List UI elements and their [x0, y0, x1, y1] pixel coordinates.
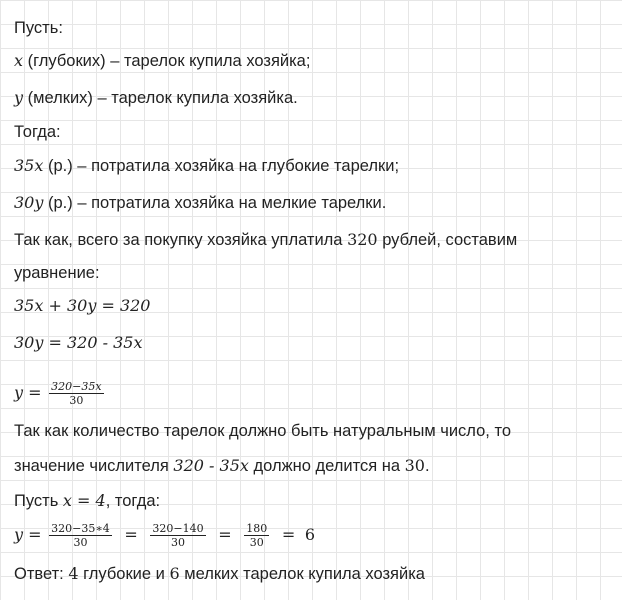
- fraction: $\frac{320-35x}{30}$: [51, 380, 102, 408]
- equation-rearranged: 30y = 320 - 35x: [14, 333, 143, 352]
- equation-main: 35x + 30y = 320: [14, 296, 151, 315]
- definition-y: y (мелких) – тарелок купила хозяйка.: [14, 88, 298, 107]
- equation-heading: уравнение:: [14, 264, 100, 282]
- divisibility-note: значение числителя 320 - 35x должно делится на 30.: [14, 456, 430, 475]
- expense-shallow-plates: 30y (р.) – потратила хозяйка на мелкие тарелки.: [14, 193, 387, 212]
- expense-deep-plates: 35x (р.) – потратила хозяйка на глубокие тарелки;: [14, 156, 400, 175]
- then-heading: Тогда:: [14, 123, 61, 141]
- equation-y-fraction: y = $\frac{320-35x}{30}$: [14, 380, 102, 408]
- fraction: $\frac{180}{30}$: [246, 522, 268, 550]
- calculation-line: y = $\frac{320-35∗4}{30}$ = $\frac{320-140}{30}$ = $\frac{180}{30}$ = 6: [14, 522, 315, 550]
- substitution-statement: Пусть x = 4, тогда:: [14, 491, 161, 510]
- fraction: $\frac{320-140}{30}$: [152, 522, 204, 550]
- answer-line: Ответ: 4 глубокие и 6 мелких тарелок купила хозяйка: [14, 564, 425, 583]
- natural-number-note: Так как количество тарелок должно быть натуральным число, то: [14, 422, 512, 440]
- total-statement: Так как, всего за покупку хозяйка уплатила 320 рублей, составим: [14, 230, 518, 249]
- definition-x: x (глубоких) – тарелок купила хозяйка;: [14, 51, 311, 70]
- fraction: $\frac{320-35∗4}{30}$: [51, 522, 110, 550]
- let-heading: Пусть:: [14, 19, 63, 37]
